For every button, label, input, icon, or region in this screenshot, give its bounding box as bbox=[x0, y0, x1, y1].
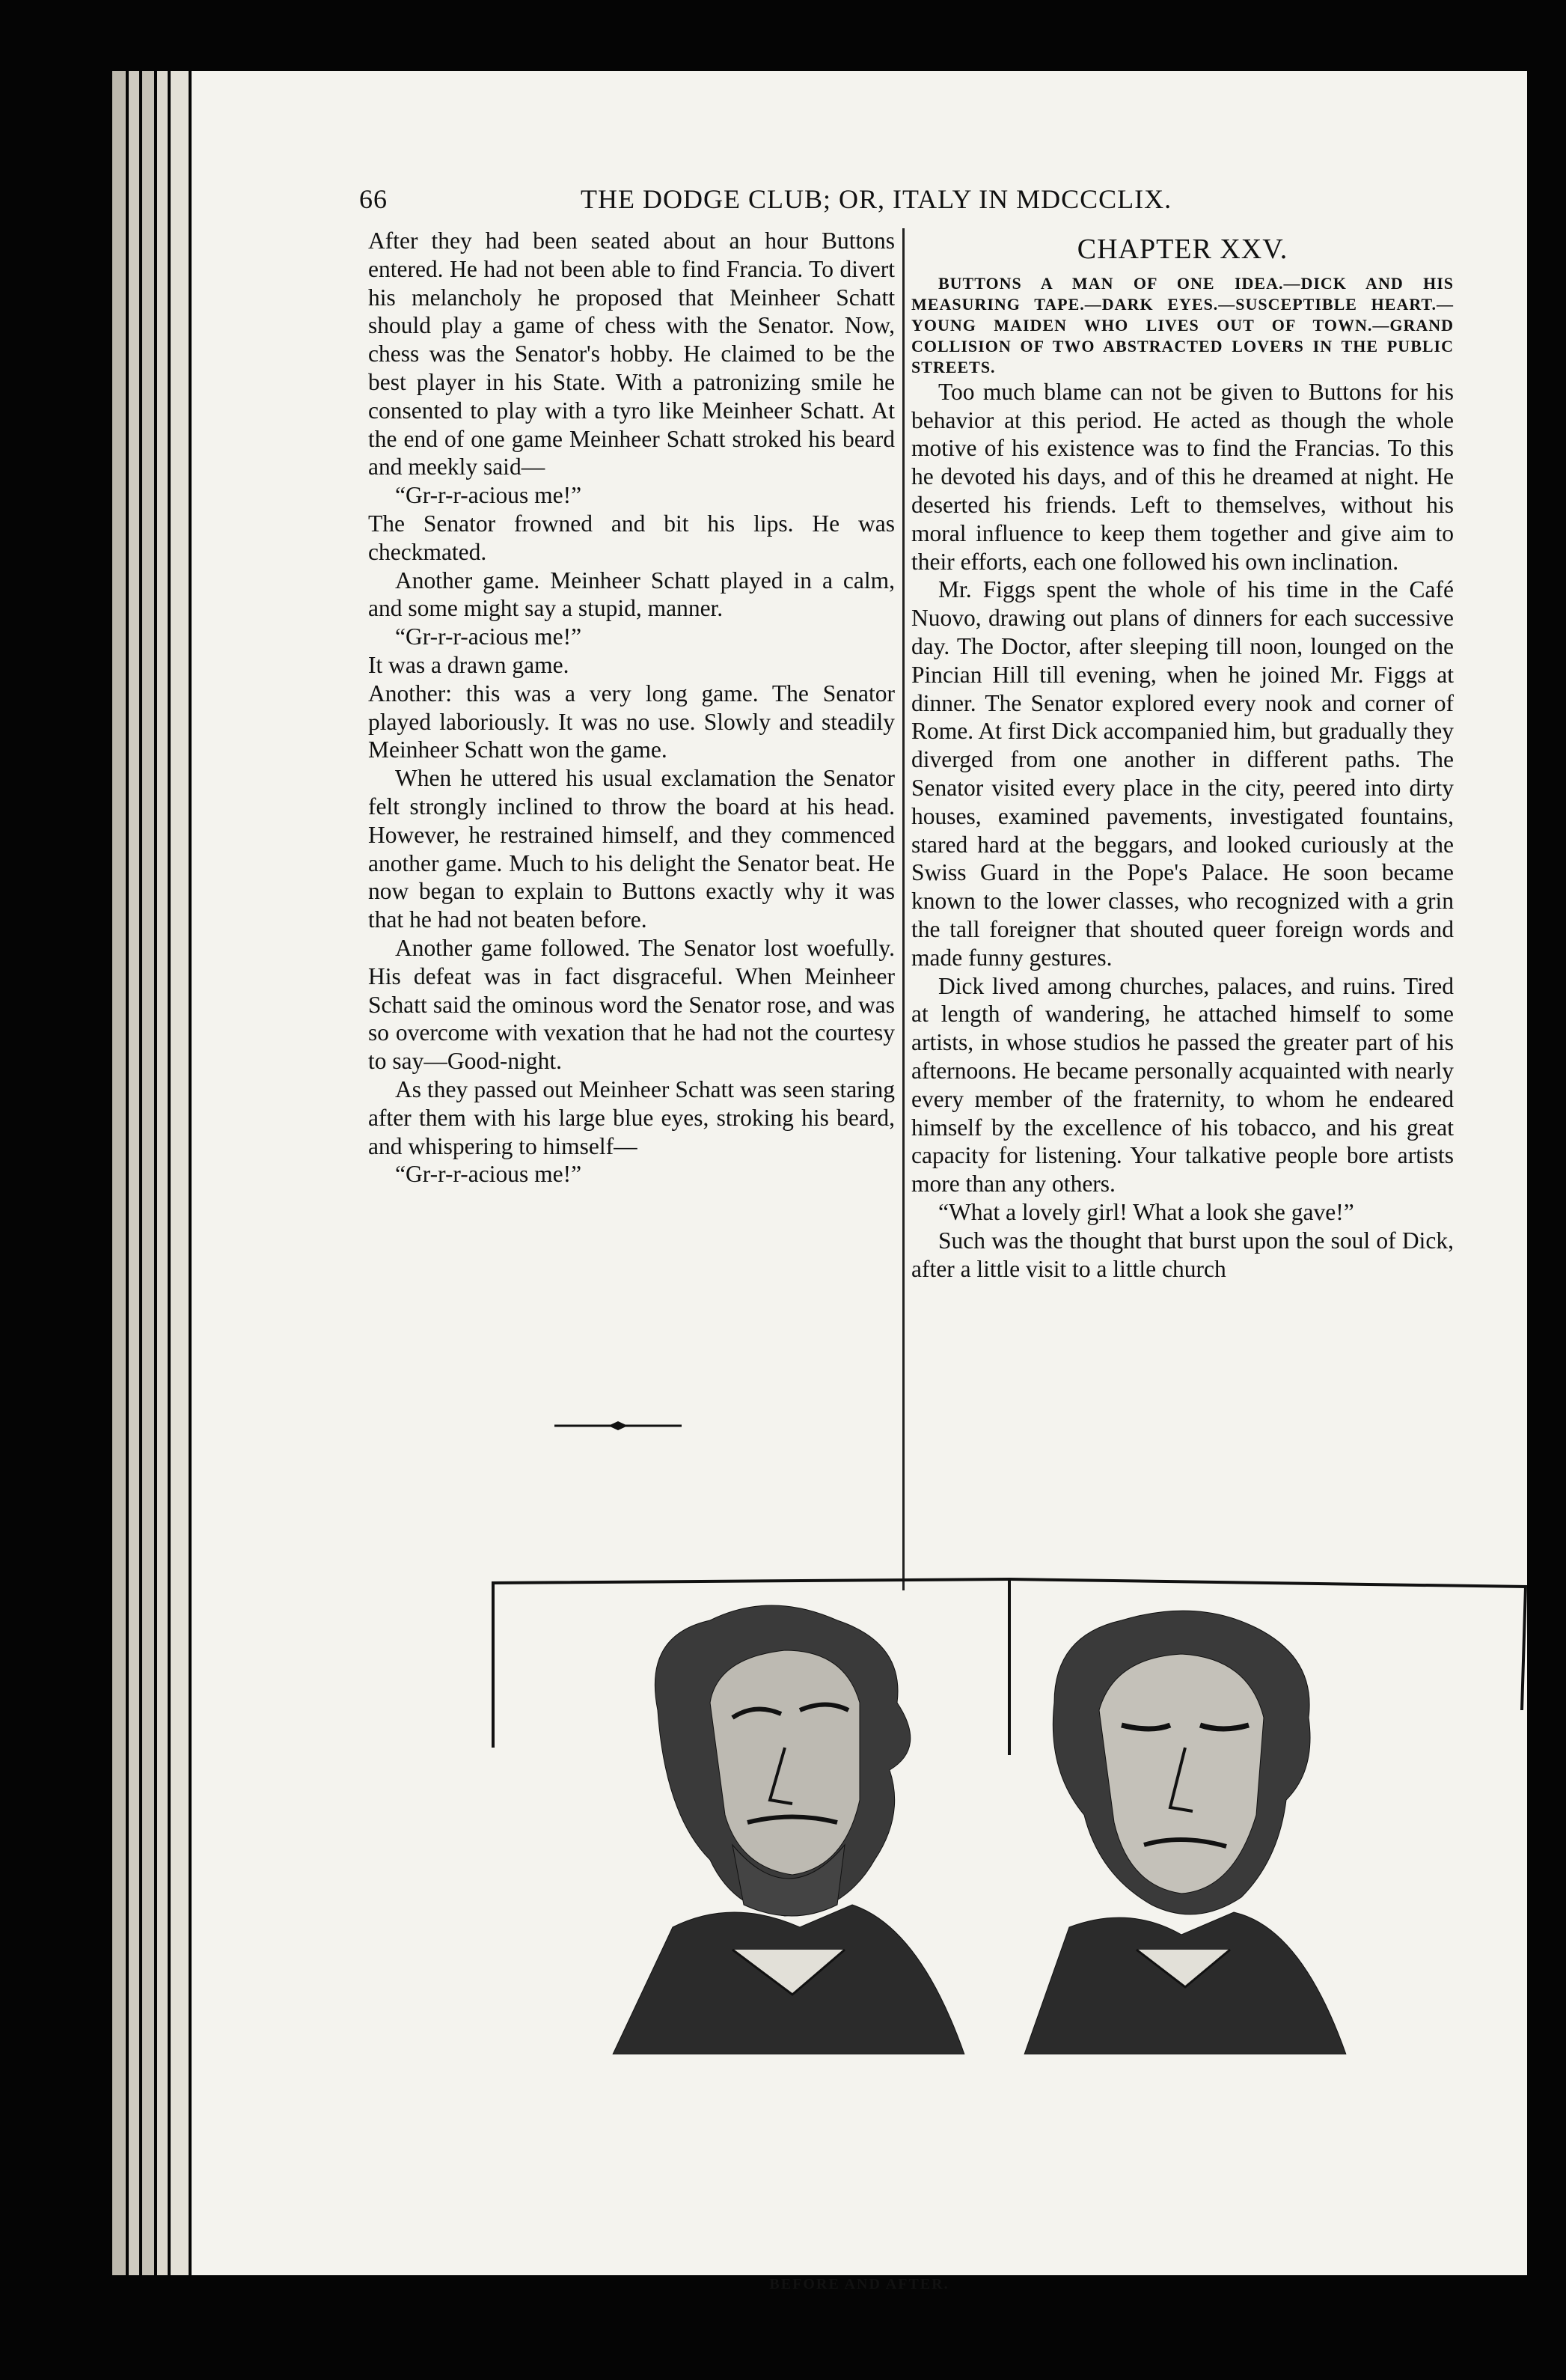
paragraph: When he uttered his usual exclamation the Senator felt strongly inclined to throw the board at his head. However, he restrained himself, and they commenced another game. Much to his delight the Senator beat. He now began to explain to Buttons exactly why it was that he had not beaten before. bbox=[368, 765, 895, 933]
page-number: 66 bbox=[359, 184, 388, 214]
book-edge-strip bbox=[142, 71, 154, 2275]
paragraph: The Senator frowned and bit his lips. He was checkmated. bbox=[368, 510, 895, 565]
chapter-summary: BUTTONS A MAN OF ONE IDEA.—DICK AND HIS MEASURING TAPE.—DARK EYES.—SUSCEPTIBLE HEART.—YOUNG MAIDEN WHO LIVES OUT OF TOWN.—GRAND COLLISION OF TWO ABSTRACTED LOVERS IN THE PUBLIC STREETS. bbox=[911, 273, 1454, 376]
book-edge-strip bbox=[157, 71, 168, 2275]
book-page bbox=[192, 71, 1527, 2292]
paragraph: “What a lovely girl! What a look she gave!” bbox=[938, 1198, 1354, 1225]
column-rule bbox=[902, 228, 905, 1590]
right-column bbox=[911, 236, 1454, 1283]
book-edge-strip bbox=[112, 71, 126, 2275]
paragraph: After they had been seated about an hour Buttons entered. He had not been able to find Francia. To divert his melancholy he proposed that Meinheer Schatt should play a game of chess with the Senator. Now, chess was the Senator's hobby. He claimed to be the best player in his State. With a patronizing smile he consented to play with a tyro like Meinheer Schatt. At the end of one game Meinheer Schatt stroked his beard and meekly said— bbox=[368, 228, 895, 480]
book-edge-strip bbox=[129, 71, 139, 2275]
left-column bbox=[368, 227, 895, 1189]
running-title: THE DODGE CLUB; OR, ITALY IN MDCCCLIX. bbox=[581, 184, 1172, 214]
paragraph: “Gr-r-r-acious me!” bbox=[395, 482, 582, 509]
paragraph: Dick lived among churches, palaces, and ruins. Tired at length of wandering, he attached himself to some artists, in whose studios he passed the greater part of his afternoons. He became personally acquainted with nearly every member of the fraternity, to whom he endeared himself by the excellence of his tobacco, and his great capacity for listening. Your talkative people bore artists more than any others. bbox=[911, 972, 1454, 1197]
portrait-before bbox=[613, 1605, 964, 2054]
paragraph: Another game followed. The Senator lost woefully. His defeat was in fact disgraceful. When Meinheer Schatt said the ominous word the Senator rose, and was so overcome with vexation that he had not the courtesy to say—Good-night. bbox=[368, 934, 895, 1075]
illustration-frames bbox=[493, 1579, 1526, 1755]
paragraph: Such was the thought that burst upon the soul of Dick, after a little visit to a little church bbox=[911, 1227, 1454, 1282]
section-divider-ornament bbox=[554, 1418, 682, 1433]
book-edge-strip bbox=[171, 71, 189, 2275]
portrait-after bbox=[1024, 1611, 1346, 2054]
paragraph: “Gr-r-r-acious me!” bbox=[395, 1161, 582, 1188]
paragraph: Another game. Meinheer Schatt played in a calm, and some might say a stupid, manner. bbox=[368, 567, 895, 622]
illustration-before-and-after bbox=[486, 1575, 1533, 2054]
paragraph: Too much blame can not be given to Buttons for his behavior at this period. He acted as though the whole motive of his existence was to find the Francias. To this he devoted his days, and of this he dreamed at night. He deserted his friends. Left to themselves, without his moral influence to keep them together and give aim to their efforts, each one followed his own inclination. bbox=[911, 378, 1454, 575]
paragraph: As they passed out Meinheer Schatt was seen staring after them with his large blue eyes, stroking his beard, and whispering to himself— bbox=[368, 1075, 895, 1159]
page-header bbox=[192, 183, 1527, 228]
illustration-caption: BEFORE AND AFTER. bbox=[769, 2276, 949, 2292]
paragraph: It was a drawn game. bbox=[368, 651, 569, 678]
paragraph: “Gr-r-r-acious me!” bbox=[395, 623, 582, 650]
chapter-title: CHAPTER XXV. bbox=[1077, 234, 1288, 265]
paragraph: Mr. Figgs spent the whole of his time in the Café Nuovo, drawing out plans of dinners for each successive day. The Doctor, after sleeping till noon, lounged on the Pincian Hill till evening, when he joined Mr. Figgs at dinner. The Senator explored every nook and corner of Rome. At first Dick accompanied him, but gradually they diverged from one another in different paths. The Senator visited every place in the city, peered into dirty houses, examined pavements, investigated fountains, stared hard at the beggars, and looked curiously at the Swiss Guard in the Pope's Palace. He soon became known to the lower classes, who recognized with a grin the tall foreigner that shouted queer foreign words and made funny gestures. bbox=[911, 576, 1454, 971]
paragraph: Another: this was a very long game. The Senator played laboriously. It was no use. Slowly and steadily Meinheer Schatt won the game. bbox=[368, 680, 895, 763]
